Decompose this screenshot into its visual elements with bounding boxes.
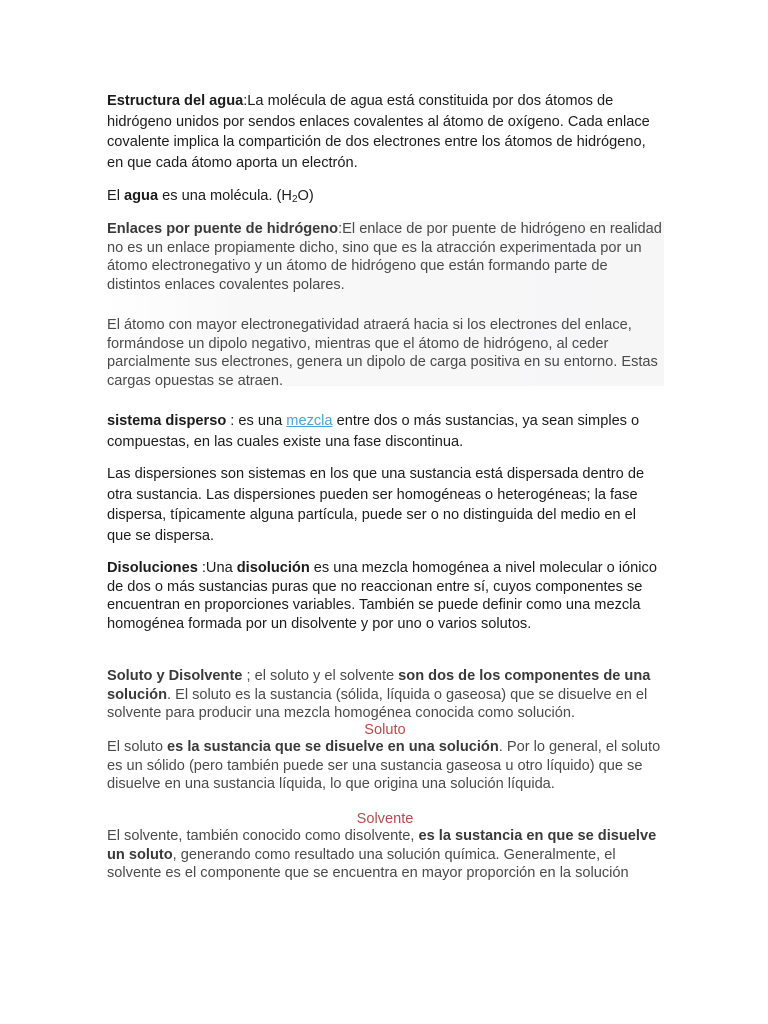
agua-bold: agua — [124, 188, 159, 204]
agua-suffix: O) — [297, 188, 314, 204]
agua-subscript: 2 — [291, 194, 298, 205]
agua-text: es una molécula. (H — [158, 188, 292, 204]
solvente-heading: Solvente — [356, 811, 414, 827]
sistema-pre: : es una — [226, 413, 287, 429]
estructura-body: :La molécula de agua está constituida por dos átomos de hidrógeno unidos por sendos enlaces covalentes al átomo de oxígeno. Cada enlace covalente implica la compartición de dos electrones entre los átomos de hidrógeno, en que cada átomo aporta un electrón. — [107, 93, 650, 171]
paragraph-agua — [107, 186, 663, 207]
agua-prefix: El — [107, 188, 125, 204]
mezcla-link[interactable]: mezcla — [286, 413, 333, 429]
soluto-disolvente-pre: ; el soluto y el solvente — [242, 668, 399, 684]
solvente-pre: El solvente, también conocido como disolvente, — [107, 828, 419, 844]
enlaces-body: :El enlace de por puente de hidrógeno en realidad no es un enlace propiamente dicho, sino que es la atracción experimentada por un átomo electronegativo y un átomo de hidrógeno que están formando parte de distintos enlaces covalentes polares. — [107, 221, 662, 293]
paragraph-enlaces-2: El átomo con mayor electronegatividad atraerá hacia si los electrones del enlace, formándose un dipolo negativo, mientras que el átomo de hidrógeno, al ceder parcialmente sus electrones, genera un dipolo de carga positiva en su entorno. Estas cargas opuestas se atraen. — [107, 317, 658, 389]
estructura-title: Estructura del agua — [107, 93, 244, 109]
paragraph-disoluciones — [107, 559, 663, 633]
paragraph-dispersiones: Las dispersiones son sistemas en los que una sustancia está dispersada dentro de otra sustancia. Las dispersiones pueden ser homogéneas o heterogéneas; la fase dispersa, típicamente alguna partícula, puede ser o no distinguida del medio en el que se dispersa. — [107, 466, 645, 544]
solvente-bold: es la sustancia en que se disuelve un soluto — [107, 828, 657, 863]
sistema-post: entre dos o más sustancias, ya sean simples o compuestas, en las cuales existe una fase discontinua. — [107, 413, 640, 450]
soluto-heading: Soluto — [364, 722, 406, 738]
soluto-disolvente-bold: son dos de los componentes de una solución — [107, 668, 651, 703]
paragraph-estructura — [107, 91, 663, 173]
disoluciones-post: es una mezcla homogénea a nivel molecular o iónico de dos o más sustancias puras que no reaccionan entre sí, cuyos componentes se encuentran en proporciones variables. También se puede definir como una mezcla homogénea formada por un disolvente y por uno o varios solutos. — [107, 560, 657, 632]
disoluciones-title: Disoluciones — [107, 560, 198, 576]
enlaces-title: Enlaces por puente de hidrógeno — [107, 221, 339, 237]
soluto-bold: es la sustancia que se disuelve en una solución — [167, 739, 499, 755]
paragraph-soluto-disolvente — [107, 667, 663, 723]
paragraph-enlaces — [107, 220, 663, 294]
paragraph-sistema — [107, 411, 663, 452]
soluto-disolvente-post: . El soluto es la sustancia (sólida, líquida o gaseosa) que se disuelve en el solvente para producir una mezcla homogénea conocida como solución. — [107, 686, 648, 721]
disoluciones-pre: :Una — [197, 560, 237, 576]
sistema-title: sistema disperso — [107, 413, 227, 429]
soluto-post: . Por lo general, el soluto es un sólido (pero también puede ser una sustancia gaseosa u otro líquido) que se disuelve en una sustancia líquida, lo que origina una solución líquida. — [107, 739, 661, 792]
disoluciones-bold: disolución — [236, 560, 310, 576]
soluto-pre: El soluto — [107, 739, 168, 755]
soluto-disolvente-title: Soluto y Disolvente — [107, 668, 243, 684]
paragraph-soluto — [107, 738, 663, 794]
solvente-post: , generando como resultado una solución química. Generalmente, el solvente es el componente que se encuentra en mayor proporción en la solución — [107, 846, 629, 881]
paragraph-solvente — [107, 827, 663, 883]
